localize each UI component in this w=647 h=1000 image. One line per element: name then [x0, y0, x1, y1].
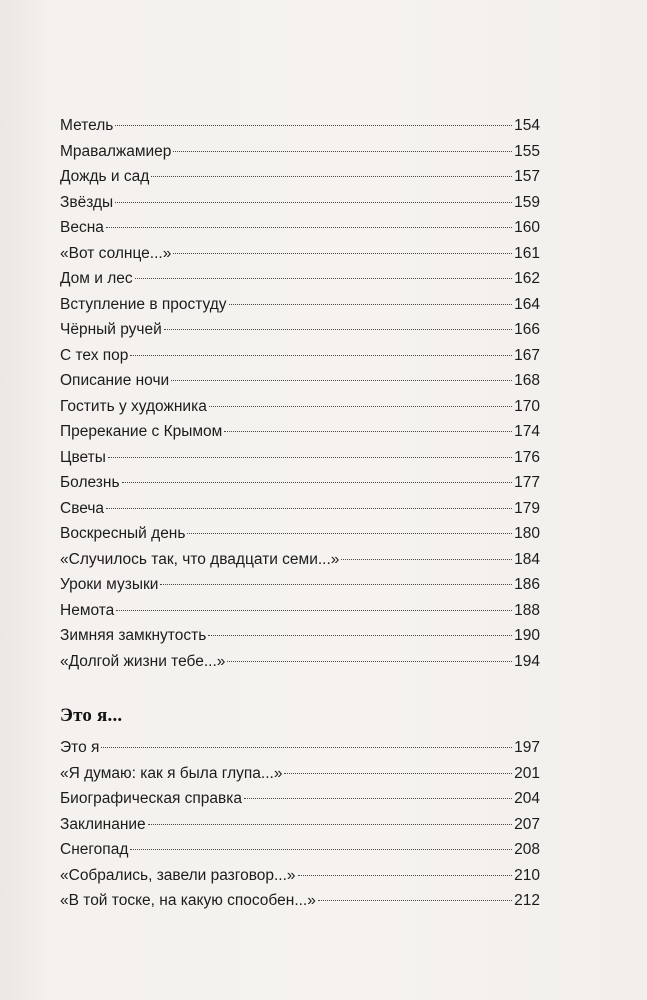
toc-list-part1: [60, 113, 540, 674]
toc-entry-title: Метель: [60, 117, 114, 134]
toc-entry: [60, 113, 540, 139]
toc-leader-dots: [318, 900, 512, 901]
toc-leader-dots: [224, 431, 512, 432]
toc-entry-page: 204: [514, 790, 540, 807]
toc-entry-title: «В той тоске, на какую способен...»: [60, 892, 316, 909]
toc-entry-title: Дождь и сад: [60, 168, 150, 185]
toc-leader-dots: [209, 406, 512, 407]
toc-entry: [60, 496, 540, 522]
toc-entry-page: 160: [514, 219, 540, 236]
toc-leader-dots: [173, 253, 512, 254]
toc-entry-title: Дом и лес: [60, 270, 133, 287]
toc-entry: [60, 266, 540, 292]
toc-leader-dots: [208, 635, 512, 636]
toc-entry-page: 159: [514, 193, 540, 211]
toc-leader-dots: [173, 151, 512, 152]
toc-entry-page: 201: [514, 764, 540, 782]
toc-entry: [60, 241, 540, 267]
toc-entry-page: 207: [514, 815, 540, 833]
toc-entry-title: Уроки музыки: [60, 576, 159, 593]
toc-entry-title: Болезнь: [60, 474, 120, 491]
toc-leader-dots: [130, 849, 512, 850]
toc-entry-title: «Вот солнце...»: [60, 244, 172, 262]
toc-entry-page: 212: [514, 892, 540, 909]
toc-entry-title: Немота: [60, 601, 115, 619]
toc-leader-dots: [115, 125, 512, 126]
toc-entry: [60, 623, 540, 649]
toc-entry: [60, 735, 540, 761]
toc-leader-dots: [135, 278, 512, 279]
toc-entry-page: 197: [514, 739, 540, 756]
toc-entry-title: Свеча: [60, 499, 105, 517]
toc-entry: [60, 649, 540, 675]
toc-entry-title: Снегопад: [60, 841, 129, 858]
section-title: Это я...: [60, 705, 123, 726]
toc-leader-dots: [229, 304, 513, 305]
toc-entry-page: 174: [514, 423, 540, 440]
toc-entry: [60, 190, 540, 216]
toc-entry-title: Воскресный день: [60, 525, 186, 542]
toc-entry-title: Пререкание с Крымом: [60, 423, 223, 440]
toc-entry: [60, 164, 540, 190]
toc-leader-dots: [164, 329, 512, 330]
toc-entry: [60, 139, 540, 165]
toc-entry: [60, 368, 540, 394]
toc-entry: [60, 521, 540, 547]
toc-entry-page: 184: [514, 550, 540, 568]
toc-list-part2: [60, 735, 540, 914]
toc-entry: [60, 863, 540, 889]
toc-entry-title: «Случилось так, что двадцати семи...»: [60, 550, 340, 568]
toc-leader-dots: [122, 482, 513, 483]
toc-entry: [60, 215, 540, 241]
toc-leader-dots: [116, 610, 512, 611]
toc-leader-dots: [187, 533, 512, 534]
toc-entry-page: 164: [514, 295, 540, 313]
toc-leader-dots: [106, 227, 512, 228]
toc-entry: [60, 786, 540, 812]
toc-entry-title: Заклинание: [60, 815, 146, 833]
toc-entry-title: С тех пор: [60, 346, 129, 364]
toc-entry-page: 180: [514, 525, 540, 542]
toc-entry-title: Цветы: [60, 448, 106, 466]
toc-entry-title: Описание ночи: [60, 372, 170, 389]
toc-entry-page: 190: [514, 627, 540, 644]
toc-entry: [60, 547, 540, 573]
toc-entry: [60, 292, 540, 318]
toc-entry-page: 179: [514, 499, 540, 517]
toc-entry: [60, 470, 540, 496]
toc-entry: [60, 572, 540, 598]
toc-entry: [60, 419, 540, 445]
toc-leader-dots: [284, 773, 512, 774]
toc-entry-page: 157: [514, 168, 540, 185]
toc-leader-dots: [106, 508, 512, 509]
toc-entry-title: Зимняя замкнутость: [60, 627, 207, 644]
toc-leader-dots: [341, 559, 512, 560]
toc-entry-page: 161: [514, 244, 540, 262]
toc-leader-dots: [244, 798, 512, 799]
toc-entry-page: 170: [514, 397, 540, 415]
toc-entry: [60, 812, 540, 838]
toc-entry-title: Звёзды: [60, 193, 114, 211]
toc-entry-page: 177: [514, 474, 540, 491]
toc-leader-dots: [298, 875, 513, 876]
toc-entry-page: 155: [514, 142, 540, 160]
toc-entry: [60, 317, 540, 343]
toc-entry-title: Гостить у художника: [60, 397, 207, 415]
toc-entry: [60, 445, 540, 471]
toc-entry: [60, 837, 540, 863]
toc-entry-page: 162: [514, 270, 540, 287]
toc-entry-page: 166: [514, 321, 540, 338]
toc-leader-dots: [171, 380, 512, 381]
toc-entry-page: 167: [514, 346, 540, 364]
toc-leader-dots: [160, 584, 512, 585]
toc-leader-dots: [227, 661, 512, 662]
toc-entry: [60, 394, 540, 420]
toc-entry: [60, 343, 540, 369]
toc-entry-page: 188: [514, 601, 540, 619]
toc-entry-title: Весна: [60, 219, 104, 236]
toc-leader-dots: [130, 355, 512, 356]
toc-entry-page: 186: [514, 576, 540, 593]
toc-entry-page: 210: [514, 866, 540, 884]
toc-leader-dots: [115, 202, 512, 203]
toc-leader-dots: [148, 824, 512, 825]
toc-entry-page: 168: [514, 372, 540, 389]
toc-entry: [60, 761, 540, 787]
toc-entry-page: 194: [514, 652, 540, 670]
toc-entry: [60, 598, 540, 624]
toc-entry-page: 208: [514, 841, 540, 858]
toc-leader-dots: [101, 747, 512, 748]
toc-entry-title: Это я: [60, 739, 100, 756]
toc-entry-title: Биографическая справка: [60, 790, 243, 807]
toc-entry-title: Вступление в простуду: [60, 295, 227, 313]
toc-entry: [60, 888, 540, 914]
toc-entry-title: Чёрный ручей: [60, 321, 162, 338]
toc-leader-dots: [151, 176, 512, 177]
toc-entry-title: «Собрались, завели разговор...»: [60, 866, 296, 884]
toc-entry-title: Мравалжамиер: [60, 142, 172, 160]
toc-entry-title: «Я думаю: как я была глупа...»: [60, 764, 283, 782]
toc-entry-page: 154: [514, 117, 540, 134]
toc-entry-title: «Долгой жизни тебе...»: [60, 652, 226, 670]
toc-entry-page: 176: [514, 448, 540, 466]
toc-leader-dots: [108, 457, 512, 458]
